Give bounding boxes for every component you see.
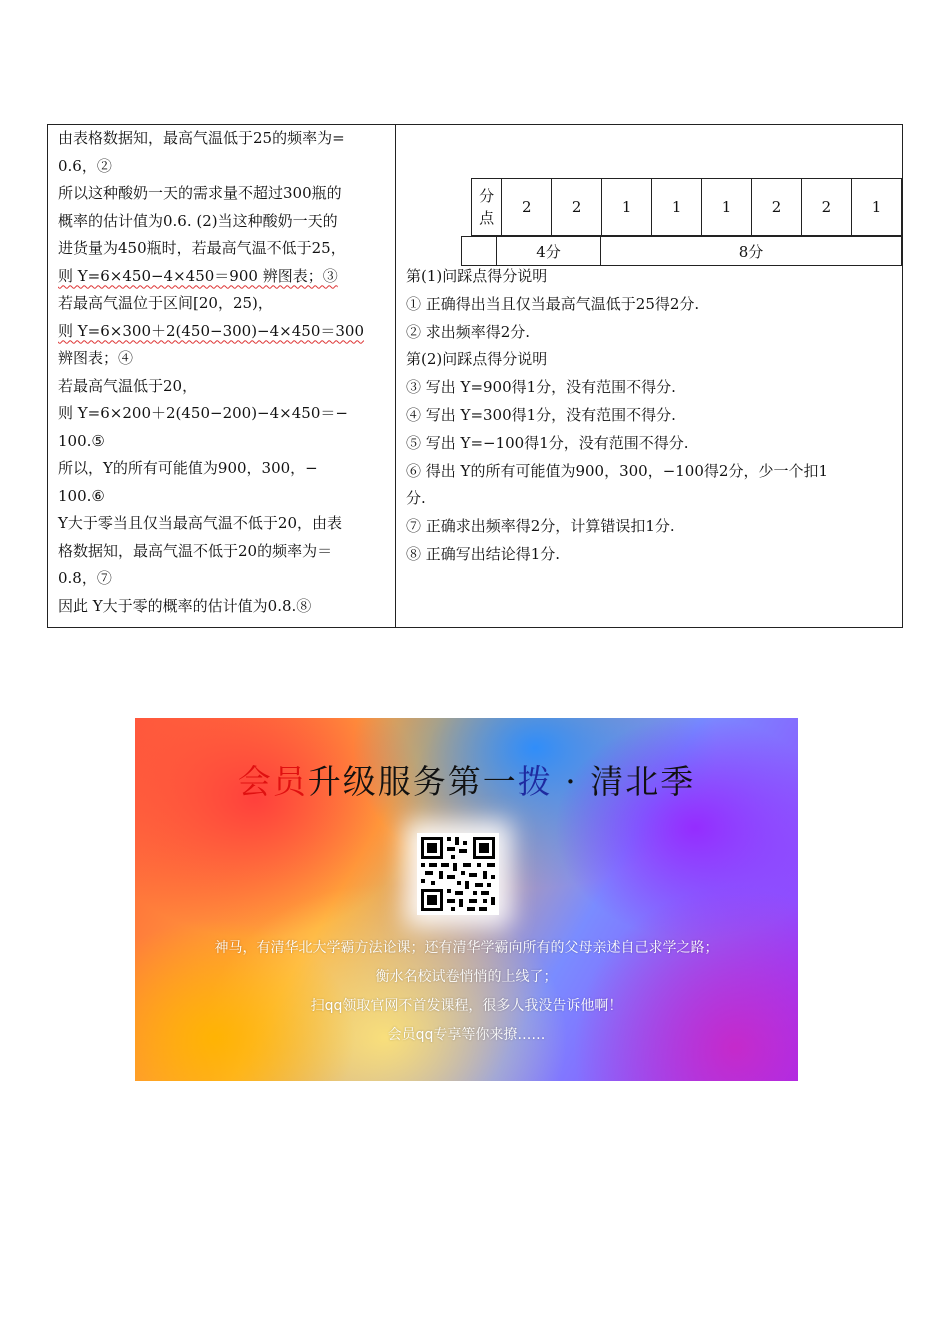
points-label: 分点 [472, 179, 502, 236]
banner-line: 扫qq领取官网不首发课程，很多人我没告诉他啊！ [310, 998, 623, 1014]
banner-title-red: 会员 [237, 762, 308, 801]
banner-title-main: 升级服务第一 [307, 762, 518, 801]
solution-line: 进货量为450瓶时，若最高气温不低于25， [58, 239, 346, 257]
solution-line: 100.⑥ [58, 486, 105, 505]
solution-line: 若最高气温低于20， [58, 376, 198, 395]
qr-code-icon[interactable] [417, 833, 499, 915]
note-line: ⑧ 正确写出结论得1分. [406, 544, 561, 563]
point-cell: 2 [502, 179, 552, 236]
banner-line: 会员qq专享等你来撩…… [387, 1027, 546, 1043]
note-line: 第(1)问踩点得分说明 [406, 267, 548, 285]
banner-text [135, 934, 798, 1050]
note-line: ⑤ 写出 Y=−100得1分，没有范围不得分. [406, 433, 689, 452]
point-cell: 1 [851, 179, 901, 236]
part1-total: 4分 [497, 237, 601, 266]
banner-title-end: 清北季 [590, 762, 696, 801]
score-points-table [471, 178, 902, 236]
banner-title-blue: 拨 [517, 762, 553, 801]
scoring-column [396, 125, 902, 627]
solution-line: 所以，Y的所有可能值为900，300，− [58, 459, 318, 477]
solution-line: 则 Y=6×200＋2(450−200)−4×450＝− [58, 404, 348, 422]
solution-line: 则 Y=6×300＋2(450−300)−4×450＝300 [58, 321, 364, 340]
promo-banner[interactable] [135, 718, 798, 1081]
point-cell: 2 [801, 179, 851, 236]
solution-line: 0.6，② [58, 156, 112, 175]
banner-line: 神马，有清华北大学霸方法论课；还有清华学霸向所有的父母亲述自己求学之路； [214, 940, 719, 956]
part2-total: 8分 [601, 237, 902, 266]
note-line: ⑦ 正确求出频率得2分，计算错误扣1分. [406, 517, 675, 536]
banner-title [135, 756, 798, 803]
note-line: 分. [406, 489, 426, 508]
solution-line: 辨图表；④ [58, 349, 134, 367]
solution-line: 所以这种酸奶一天的需求量不超过300瓶的 [58, 184, 342, 202]
solution-line: 则 Y=6×450−4×450＝900 辨图表；③ [58, 266, 338, 285]
solution-table [47, 124, 903, 628]
point-cell: 2 [752, 179, 802, 236]
score-totals-table [461, 236, 902, 266]
banner-line: 衡水名校试卷悄悄的上线了； [375, 969, 558, 985]
solution-line: 因此 Y大于零的概率的估计值为0.8.⑧ [58, 596, 312, 615]
solution-line: 若最高气温位于区间[20，25)， [58, 294, 273, 312]
note-line: 第(2)问踩点得分说明 [406, 350, 548, 369]
totals-blank-cell [462, 237, 497, 266]
point-cell: 1 [702, 179, 752, 236]
solution-column [48, 125, 396, 627]
point-cell: 1 [652, 179, 702, 236]
solution-line: 100.⑤ [58, 431, 105, 450]
solution-line: 格数据知，最高气温不低于20的频率为＝ [58, 541, 333, 560]
point-cell: 2 [552, 179, 602, 236]
banner-title-dot: · [552, 762, 591, 801]
solution-line: 由表格数据知，最高气温低于25的频率为= [58, 129, 345, 147]
note-line: ③ 写出 Y=900得1分，没有范围不得分. [406, 378, 676, 397]
note-line: ④ 写出 Y=300得1分，没有范围不得分. [406, 405, 676, 424]
note-line: ② 求出频率得2分. [406, 322, 531, 341]
scoring-notes [406, 263, 894, 569]
note-line: ① 正确得出当且仅当最高气温低于25得2分. [406, 294, 700, 313]
solution-line: 0.8，⑦ [58, 569, 112, 587]
solution-line: 概率的估计值为0.6. (2)当这种酸奶一天的 [58, 211, 338, 230]
point-cell: 1 [602, 179, 652, 236]
note-line: ⑥ 得出 Y的所有可能值为900，300，−100得2分，少一个扣1 [406, 461, 828, 480]
solution-line: Y大于零当且仅当最高气温不低于20，由表 [58, 514, 342, 532]
